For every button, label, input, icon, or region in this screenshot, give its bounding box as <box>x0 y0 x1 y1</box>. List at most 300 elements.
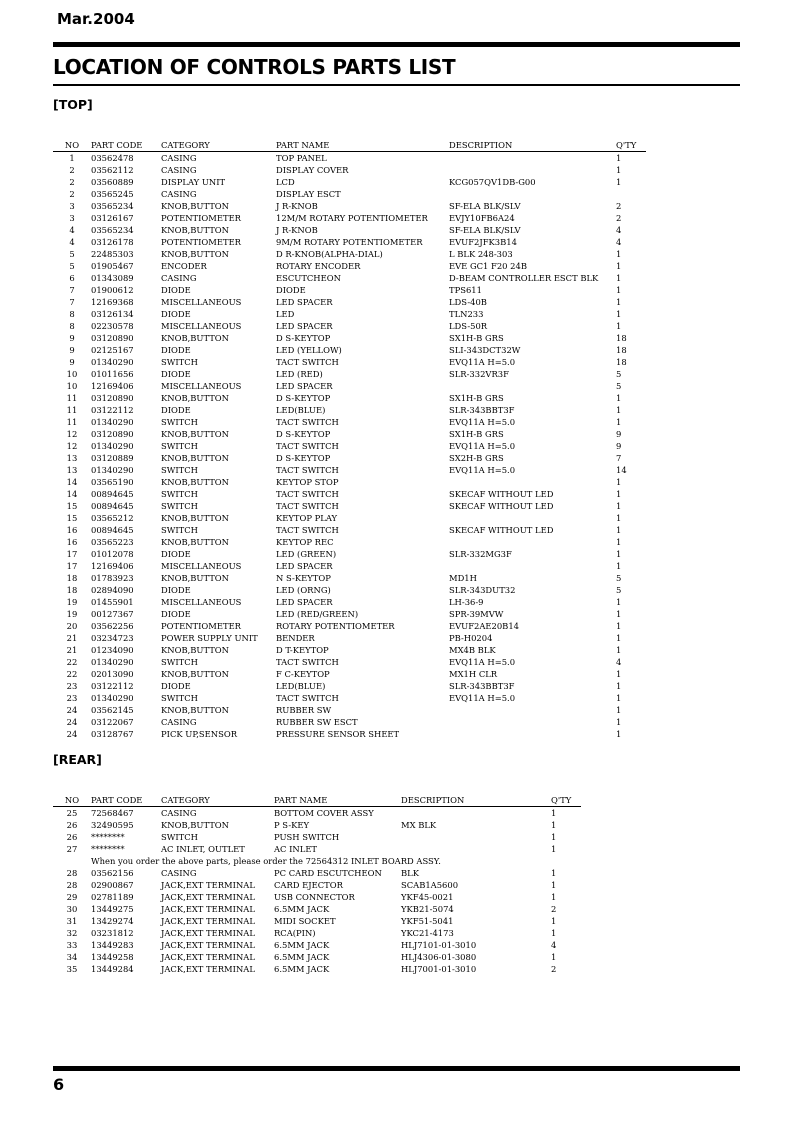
table-row <box>53 344 646 356</box>
cell-part-name: TACT SWITCH <box>276 525 339 535</box>
cell-part-name: 9M/M ROTARY POTENTIOMETER <box>276 237 423 247</box>
order-note: When you order the above parts, please order the 72564312 INLET BOARD ASSY. <box>91 856 441 866</box>
cell-part-code: 01905467 <box>91 261 134 271</box>
table-row <box>53 212 646 224</box>
cell-part-name: PRESSURE SENSOR SHEET <box>276 729 400 739</box>
section-top-label: [TOP] <box>53 97 93 112</box>
cell-description: SKECAF WITHOUT LED <box>449 489 554 499</box>
cell-qty: 2 <box>616 201 622 211</box>
table-row <box>53 356 646 368</box>
cell-description: YKB21-5074 <box>401 904 454 914</box>
cell-part-name: P S-KEY <box>274 820 310 830</box>
table-row <box>53 608 646 620</box>
cell-no: 11 <box>66 393 78 403</box>
cell-part-code: 01783923 <box>91 573 134 583</box>
cell-qty: 1 <box>551 892 557 902</box>
cell-qty: 1 <box>616 513 622 523</box>
cell-no: 5 <box>69 261 75 271</box>
table-row <box>53 476 646 488</box>
cell-category: DIODE <box>161 585 191 595</box>
cell-no: 21 <box>66 645 78 655</box>
cell-part-code: 03120890 <box>91 333 134 343</box>
cell-category: SWITCH <box>161 525 198 535</box>
cell-description <box>449 188 616 200</box>
table-row <box>53 260 646 272</box>
cell-part-code: 03231812 <box>91 928 134 938</box>
cell-qty <box>616 188 646 200</box>
cell-no: 11 <box>66 417 78 427</box>
cell-no: 1 <box>69 153 75 163</box>
table-row <box>53 596 646 608</box>
cell-qty: 1 <box>616 621 622 631</box>
cell-part-name: LED (GREEN) <box>276 549 337 559</box>
cell-part-name: RUBBER SW <box>276 705 332 715</box>
cell-category: JACK,EXT TERMINAL <box>161 892 255 902</box>
cell-qty: 1 <box>616 261 622 271</box>
col-header-part-code: PART CODE <box>91 794 161 807</box>
cell-part-name: TACT SWITCH <box>276 357 339 367</box>
cell-part-name: LED(BLUE) <box>276 405 326 415</box>
cell-no: 31 <box>66 916 78 926</box>
table-row <box>53 272 646 284</box>
cell-part-code: 01343089 <box>91 273 134 283</box>
cell-description <box>401 807 551 820</box>
col-header-description: DESCRIPTION <box>401 794 551 807</box>
table-row <box>53 927 581 939</box>
cell-no: 15 <box>66 513 78 523</box>
cell-qty: 1 <box>616 417 622 427</box>
cell-description: SPR-39MVW <box>449 609 504 619</box>
cell-part-name: MIDI SOCKET <box>274 916 336 926</box>
cell-category: KNOB,BUTTON <box>161 477 230 487</box>
cell-description: SX1H-B GRS <box>449 429 504 439</box>
cell-no: 5 <box>69 249 75 259</box>
cell-part-code: 02781189 <box>91 892 134 902</box>
cell-description: EVQ11A H=5.0 <box>449 693 516 703</box>
cell-part-name: LED SPACER <box>276 381 333 391</box>
cell-no: 35 <box>66 964 78 974</box>
cell-category: KNOB,BUTTON <box>161 645 230 655</box>
cell-part-name: J R-KNOB <box>276 225 318 235</box>
cell-part-code: 13449283 <box>91 940 134 950</box>
cell-qty: 1 <box>616 165 622 175</box>
cell-description: MX4B BLK <box>449 645 496 655</box>
cell-no: 34 <box>66 952 78 962</box>
cell-qty: 1 <box>616 525 622 535</box>
cell-no: 28 <box>66 880 78 890</box>
cell-category: JACK,EXT TERMINAL <box>161 928 255 938</box>
cell-description: BLK <box>401 868 419 878</box>
cell-qty: 9 <box>616 441 622 451</box>
cell-category: JACK,EXT TERMINAL <box>161 952 255 962</box>
cell-part-code: 12169406 <box>91 561 134 571</box>
cell-part-name: TACT SWITCH <box>276 657 339 667</box>
cell-part-code: 02125167 <box>91 345 134 355</box>
cell-no: 3 <box>69 201 75 211</box>
cell-description: KCG057QV1DB-G00 <box>449 177 536 187</box>
cell-part-code: 01340290 <box>91 357 134 367</box>
cell-category: MISCELLANEOUS <box>161 597 242 607</box>
cell-part-code: 02230578 <box>91 321 134 331</box>
cell-no: 3 <box>69 213 75 223</box>
table-row <box>53 428 646 440</box>
cell-part-name: J R-KNOB <box>276 201 318 211</box>
table-row <box>53 728 646 740</box>
cell-part-name: LCD <box>276 177 295 187</box>
cell-part-code: 02013090 <box>91 669 134 679</box>
cell-no: 8 <box>69 321 75 331</box>
cell-qty: 1 <box>616 561 622 571</box>
cell-part-name: D R-KNOB(ALPHA-DIAL) <box>276 249 383 259</box>
cell-category: KNOB,BUTTON <box>161 820 230 830</box>
cell-no: 32 <box>66 928 78 938</box>
col-header-category: CATEGORY <box>161 794 274 807</box>
cell-no: 4 <box>69 225 75 235</box>
cell-part-name: 6.5MM JACK <box>274 964 330 974</box>
cell-no: 19 <box>66 609 78 619</box>
cell-part-name: LED SPACER <box>276 321 333 331</box>
cell-description <box>449 152 616 165</box>
table-header-row <box>53 794 581 807</box>
cell-no: 16 <box>66 537 78 547</box>
cell-category: CASING <box>161 808 197 818</box>
cell-part-name: BENDER <box>276 633 315 643</box>
cell-description: EVE GC1 F20 24B <box>449 261 527 271</box>
table-row <box>53 152 646 165</box>
cell-category: PICK UP,SENSOR <box>161 729 238 739</box>
cell-qty: 1 <box>616 177 622 187</box>
table-row <box>53 548 646 560</box>
col-header-part-name: PART NAME <box>276 139 449 152</box>
cell-part-name: TACT SWITCH <box>276 489 339 499</box>
cell-part-name: TACT SWITCH <box>276 465 339 475</box>
table-row <box>53 891 581 903</box>
cell-category: SWITCH <box>161 357 198 367</box>
note-spacer <box>53 855 91 867</box>
cell-qty: 1 <box>616 681 622 691</box>
cell-no: 26 <box>66 832 78 842</box>
cell-part-code: 32490595 <box>91 820 134 830</box>
cell-qty: 4 <box>616 657 622 667</box>
cell-no: 2 <box>69 165 75 175</box>
cell-qty: 1 <box>616 705 622 715</box>
cell-qty: 2 <box>616 213 622 223</box>
cell-part-code: ******** <box>91 844 125 854</box>
cell-qty: 1 <box>616 693 622 703</box>
table-row <box>53 488 646 500</box>
cell-part-name: PUSH SWITCH <box>274 832 340 842</box>
table-row <box>53 248 646 260</box>
cell-part-code: 00127367 <box>91 609 134 619</box>
cell-qty: 4 <box>616 237 622 247</box>
cell-description: HLJ7001-01-3010 <box>401 964 477 974</box>
cell-part-code: ******** <box>91 832 125 842</box>
cell-part-code: 03565223 <box>91 537 134 547</box>
cell-no: 11 <box>66 405 78 415</box>
cell-part-name: PC CARD ESCUTCHEON <box>274 868 382 878</box>
cell-category: SWITCH <box>161 501 198 511</box>
cell-part-code: 03560889 <box>91 177 134 187</box>
top-parts-table <box>53 139 646 740</box>
cell-part-name: DISPLAY ESCT <box>276 189 341 199</box>
cell-no: 12 <box>66 441 78 451</box>
cell-no: 24 <box>66 717 78 727</box>
cell-description: SX1H-B GRS <box>449 333 504 343</box>
cell-part-name: CARD EJECTOR <box>274 880 343 890</box>
cell-description: EVQ11A H=5.0 <box>449 465 516 475</box>
cell-part-code: 03128767 <box>91 729 134 739</box>
cell-part-name: D S-KEYTOP <box>276 333 331 343</box>
rear-parts-table <box>53 794 581 975</box>
cell-description: MX1H CLR <box>449 669 498 679</box>
table-row <box>53 939 581 951</box>
cell-no: 16 <box>66 525 78 535</box>
cell-part-code: 03562478 <box>91 153 134 163</box>
cell-category: CASING <box>161 273 197 283</box>
cell-qty: 1 <box>551 844 557 854</box>
cell-qty: 2 <box>551 964 557 974</box>
cell-part-name: TOP PANEL <box>276 153 327 163</box>
table-row <box>53 656 646 668</box>
cell-no: 12 <box>66 429 78 439</box>
cell-category: KNOB,BUTTON <box>161 429 230 439</box>
table-row <box>53 692 646 704</box>
cell-category: KNOB,BUTTON <box>161 513 230 523</box>
cell-part-code: 00894645 <box>91 525 134 535</box>
cell-description: D-BEAM CONTROLLER ESCT BLK <box>449 273 599 283</box>
cell-category: KNOB,BUTTON <box>161 573 230 583</box>
cell-qty: 1 <box>616 477 622 487</box>
cell-description <box>449 536 616 548</box>
cell-part-name: 6.5MM JACK <box>274 940 330 950</box>
cell-part-code: 01900612 <box>91 285 134 295</box>
cell-part-name: LED (RED) <box>276 369 323 379</box>
cell-category: DIODE <box>161 549 191 559</box>
cell-qty: 1 <box>551 880 557 890</box>
cell-category: ENCODER <box>161 261 207 271</box>
cell-category: KNOB,BUTTON <box>161 333 230 343</box>
cell-description: EVQ11A H=5.0 <box>449 657 516 667</box>
cell-qty: 5 <box>616 381 622 391</box>
cell-category: POTENTIOMETER <box>161 237 241 247</box>
cell-part-name: 6.5MM JACK <box>274 952 330 962</box>
table-row <box>53 392 646 404</box>
table-row <box>53 819 581 831</box>
cell-description: SX2H-B GRS <box>449 453 504 463</box>
table-row <box>53 843 581 855</box>
cell-qty: 1 <box>616 309 622 319</box>
cell-description: EVQ11A H=5.0 <box>449 441 516 451</box>
cell-part-name: ROTARY POTENTIOMETER <box>276 621 395 631</box>
cell-part-name: LED (ORNG) <box>276 585 331 595</box>
table-row <box>53 500 646 512</box>
table-row <box>53 236 646 248</box>
col-header-qty: Q'TY <box>551 794 581 807</box>
cell-description <box>449 728 616 740</box>
table-row <box>53 404 646 416</box>
table-row <box>53 903 581 915</box>
page-number: 6 <box>53 1075 65 1094</box>
cell-part-code: 03234723 <box>91 633 134 643</box>
cell-category: POWER SUPPLY UNIT <box>161 633 258 643</box>
cell-part-code: 12169368 <box>91 297 134 307</box>
cell-description: SCAB1A5600 <box>401 880 459 890</box>
table-row <box>53 963 581 975</box>
cell-qty: 18 <box>616 345 627 355</box>
table-row <box>53 951 581 963</box>
cell-part-name: BOTTOM COVER ASSY <box>274 808 374 818</box>
cell-no: 13 <box>66 465 78 475</box>
cell-qty: 1 <box>551 952 557 962</box>
cell-part-name: LED SPACER <box>276 597 333 607</box>
cell-qty: 1 <box>616 549 622 559</box>
cell-category: KNOB,BUTTON <box>161 705 230 715</box>
cell-part-name: F C-KEYTOP <box>276 669 330 679</box>
cell-category: SWITCH <box>161 693 198 703</box>
cell-no: 7 <box>69 297 75 307</box>
cell-qty: 1 <box>616 633 622 643</box>
cell-no: 24 <box>66 705 78 715</box>
table-note-row <box>53 855 581 867</box>
cell-description: SKECAF WITHOUT LED <box>449 525 554 535</box>
table-row <box>53 680 646 692</box>
col-header-no: NO <box>53 794 91 807</box>
cell-category: DIODE <box>161 405 191 415</box>
cell-category: JACK,EXT TERMINAL <box>161 964 255 974</box>
table-row <box>53 668 646 680</box>
cell-qty: 14 <box>616 465 627 475</box>
cell-category: KNOB,BUTTON <box>161 669 230 679</box>
cell-qty: 4 <box>616 225 622 235</box>
footer-rule <box>53 1066 740 1071</box>
cell-description: HLJ4306-01-3080 <box>401 952 477 962</box>
cell-part-name: D T-KEYTOP <box>276 645 329 655</box>
cell-part-code: 03565212 <box>91 513 134 523</box>
cell-qty: 18 <box>616 333 627 343</box>
cell-category: JACK,EXT TERMINAL <box>161 880 255 890</box>
cell-no: 14 <box>66 489 78 499</box>
cell-qty: 1 <box>551 916 557 926</box>
cell-description: LDS-40B <box>449 297 487 307</box>
cell-part-name: KEYTOP PLAY <box>276 513 338 523</box>
cell-part-code: 03120890 <box>91 429 134 439</box>
cell-part-name: D S-KEYTOP <box>276 393 331 403</box>
table-row <box>53 380 646 392</box>
cell-no: 25 <box>66 808 78 818</box>
cell-category: DIODE <box>161 369 191 379</box>
col-header-category: CATEGORY <box>161 139 276 152</box>
cell-qty: 1 <box>616 597 622 607</box>
cell-part-name: RUBBER SW ESCT <box>276 717 358 727</box>
cell-qty: 1 <box>616 321 622 331</box>
cell-part-name: LED(BLUE) <box>276 681 326 691</box>
cell-part-name: TACT SWITCH <box>276 441 339 451</box>
table-row <box>53 284 646 296</box>
header-date: Mar.2004 <box>57 10 135 28</box>
cell-category: KNOB,BUTTON <box>161 225 230 235</box>
table-row <box>53 536 646 548</box>
cell-qty: 1 <box>616 501 622 511</box>
col-header-qty: Q'TY <box>616 139 646 152</box>
cell-qty: 1 <box>616 669 622 679</box>
cell-description: SKECAF WITHOUT LED <box>449 501 554 511</box>
cell-no: 9 <box>69 333 75 343</box>
cell-part-code: 03126167 <box>91 213 134 223</box>
cell-no: 23 <box>66 681 78 691</box>
cell-description: YKF45-0021 <box>401 892 454 902</box>
cell-no: 4 <box>69 237 75 247</box>
cell-category: DISPLAY UNIT <box>161 177 226 187</box>
cell-description <box>449 380 616 392</box>
cell-description: EVQ11A H=5.0 <box>449 357 516 367</box>
cell-category: MISCELLANEOUS <box>161 321 242 331</box>
table-row <box>53 644 646 656</box>
table-row <box>53 332 646 344</box>
cell-part-name: RCA(PIN) <box>274 928 316 938</box>
cell-part-code: 01455901 <box>91 597 134 607</box>
section-rear-label: [REAR] <box>53 752 102 767</box>
cell-category: CASING <box>161 189 197 199</box>
col-header-no: NO <box>53 139 91 152</box>
cell-category: AC INLET, OUTLET <box>161 844 245 854</box>
cell-category: MISCELLANEOUS <box>161 561 242 571</box>
table-row <box>53 632 646 644</box>
cell-qty: 1 <box>616 249 622 259</box>
cell-description: HLJ7101-01-3010 <box>401 940 477 950</box>
cell-qty: 1 <box>551 808 557 818</box>
table-row <box>53 464 646 476</box>
cell-description: YKC21-4173 <box>401 928 454 938</box>
cell-qty: 1 <box>616 609 622 619</box>
cell-description: PB-H0204 <box>449 633 493 643</box>
cell-description: EVJY10FB6A24 <box>449 213 515 223</box>
cell-part-code: 03126134 <box>91 309 134 319</box>
cell-part-code: 03562156 <box>91 868 134 878</box>
table-row <box>53 512 646 524</box>
cell-part-code: 02900867 <box>91 880 134 890</box>
cell-category: DIODE <box>161 345 191 355</box>
cell-part-code: 03562112 <box>91 165 134 175</box>
cell-qty: 5 <box>616 573 622 583</box>
cell-no: 2 <box>69 189 75 199</box>
cell-category: CASING <box>161 868 197 878</box>
cell-no: 9 <box>69 357 75 367</box>
cell-qty: 1 <box>551 868 557 878</box>
cell-no: 10 <box>66 381 78 391</box>
table-row <box>53 524 646 536</box>
cell-qty: 9 <box>616 429 622 439</box>
cell-qty: 1 <box>551 832 557 842</box>
table-row <box>53 188 646 200</box>
table-row <box>53 440 646 452</box>
cell-no: 22 <box>66 657 78 667</box>
cell-part-code: 01340290 <box>91 465 134 475</box>
cell-part-code: 01340290 <box>91 657 134 667</box>
cell-qty: 1 <box>616 297 622 307</box>
cell-part-name: KEYTOP STOP <box>276 477 339 487</box>
cell-description: EVUF2AE20B14 <box>449 621 519 631</box>
cell-no: 28 <box>66 868 78 878</box>
table-row <box>53 716 646 728</box>
cell-description <box>449 716 616 728</box>
cell-part-name: KEYTOP REC <box>276 537 334 547</box>
cell-part-code: 03565190 <box>91 477 134 487</box>
cell-description <box>449 560 616 572</box>
cell-part-name: LED SPACER <box>276 561 333 571</box>
cell-description: SX1H-B GRS <box>449 393 504 403</box>
cell-qty: 7 <box>616 453 622 463</box>
cell-part-name: LED (RED/GREEN) <box>276 609 359 619</box>
